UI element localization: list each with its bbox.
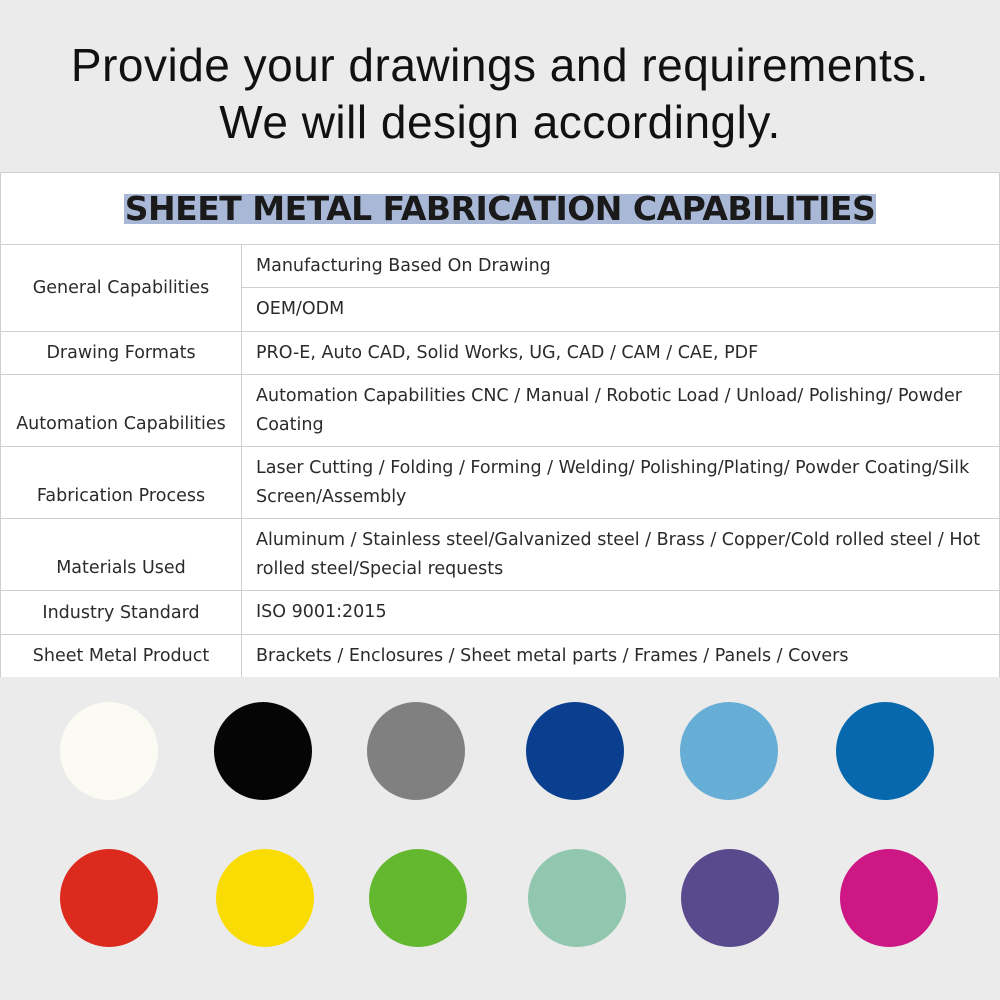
header-line-2: We will design accordingly.: [219, 96, 781, 148]
row-value: Brackets / Enclosures / Sheet metal parts / Frames / Panels / Covers: [242, 635, 1000, 678]
table-row: [1, 447, 1000, 519]
color-swatch: [528, 849, 626, 947]
row-label-drawing-formats: Drawing Formats: [1, 332, 242, 375]
row-value: Laser Cutting / Folding / Forming / Welding/ Polishing/Plating/ Powder Coating/Silk Screen/Assembly: [242, 447, 1000, 519]
table-row: [1, 245, 1000, 288]
capabilities-table-section: [0, 172, 1000, 677]
color-swatch: [681, 849, 779, 947]
table-row: [1, 375, 1000, 447]
row-value: Manufacturing Based On Drawing: [242, 245, 1000, 288]
header-banner: [0, 0, 1000, 172]
row-label-materials-used: Materials Used: [1, 519, 242, 591]
capabilities-table: [0, 244, 1000, 678]
color-swatch: [840, 849, 938, 947]
color-swatch: [367, 702, 465, 800]
color-swatch: [526, 702, 624, 800]
table-title: SHEET METAL FABRICATION CAPABILITIES: [124, 188, 876, 228]
color-swatch: [60, 849, 158, 947]
table-title-cell: [0, 172, 1000, 244]
color-swatch: [214, 702, 312, 800]
color-swatch: [216, 849, 314, 947]
row-label-automation-capabilities: Automation Capabilities: [1, 375, 242, 447]
row-value: OEM/ODM: [242, 288, 1000, 332]
row-label-sheet-metal-product: Sheet Metal Product: [1, 635, 242, 678]
color-swatch: [836, 702, 934, 800]
table-row: [1, 519, 1000, 591]
table-row: [1, 591, 1000, 635]
color-swatch: [680, 702, 778, 800]
header-line-1: Provide your drawings and requirements.: [70, 39, 930, 91]
row-value: PRO-E, Auto CAD, Solid Works, UG, CAD / CAM / CAE, PDF: [242, 332, 1000, 375]
row-label-general-capabilities: General Capabilities: [1, 245, 242, 332]
color-swatch: [369, 849, 467, 947]
row-value: ISO 9001:2015: [242, 591, 1000, 635]
table-row: [1, 332, 1000, 375]
color-swatch: [60, 702, 158, 800]
row-label-industry-standard: Industry Standard: [1, 591, 242, 635]
color-swatches: [0, 677, 1000, 1000]
table-row: [1, 635, 1000, 678]
row-label-fabrication-process: Fabrication Process: [1, 447, 242, 519]
row-value: Aluminum / Stainless steel/Galvanized steel / Brass / Copper/Cold rolled steel / Hot rolled steel/Special requests: [242, 519, 1000, 591]
row-value: Automation Capabilities CNC / Manual / Robotic Load / Unload/ Polishing/ Powder Coating: [242, 375, 1000, 447]
